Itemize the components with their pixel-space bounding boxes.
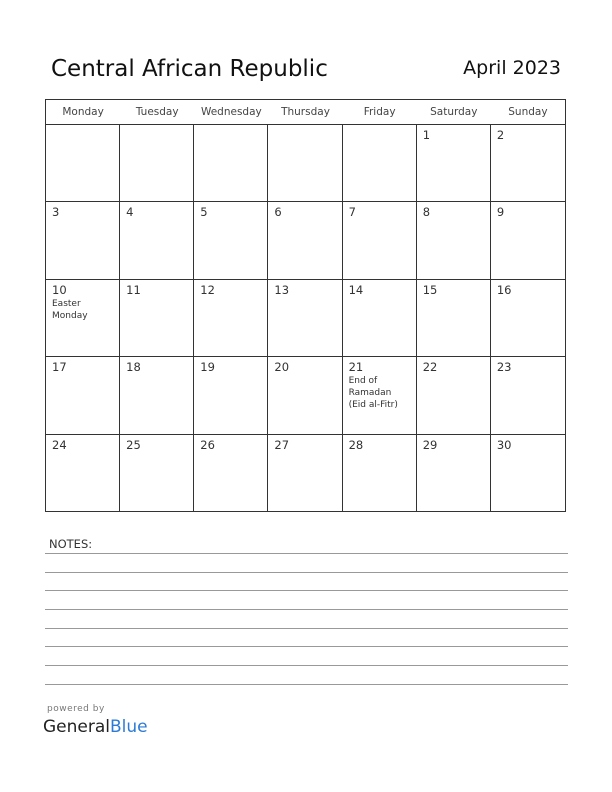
note-line (45, 665, 568, 666)
day-number: 4 (126, 205, 134, 220)
day-cell (491, 202, 565, 279)
calendar-month: April 2023 (463, 57, 561, 79)
day-cell (417, 202, 491, 279)
calendar-weeks (46, 125, 565, 512)
empty-day-cell (343, 125, 417, 202)
weekday-thursday: Thursday (281, 106, 330, 118)
holiday-label: End of Ramadan (Eid al-Fitr) (348, 376, 398, 411)
day-cell (194, 202, 268, 279)
weekday-monday: Monday (62, 106, 104, 118)
day-cell (417, 280, 491, 357)
day-cell (268, 435, 342, 512)
empty-day-cell (194, 125, 268, 202)
day-number: 16 (496, 282, 512, 297)
day-number: 7 (348, 205, 356, 220)
day-number: 21 (348, 360, 364, 375)
day-cell (120, 202, 194, 279)
day-cell (491, 357, 565, 434)
generalblue-logo[interactable] (43, 716, 148, 738)
day-cell (343, 202, 417, 279)
day-number: 27 (274, 437, 290, 452)
empty-day-cell (120, 125, 194, 202)
day-cell (194, 435, 268, 512)
day-cell (46, 280, 120, 357)
day-cell (491, 125, 565, 202)
day-number: 15 (422, 282, 438, 297)
day-cell (46, 202, 120, 279)
weekday-header-row (46, 100, 565, 125)
day-number: 6 (274, 205, 282, 220)
note-line (45, 553, 568, 554)
day-number: 12 (200, 282, 215, 297)
day-number: 9 (496, 205, 505, 220)
day-cell (268, 280, 342, 357)
day-number: 29 (422, 437, 438, 452)
day-cell (491, 280, 565, 357)
notes-label: NOTES: (49, 537, 93, 551)
calendar-grid (45, 99, 566, 512)
note-line (45, 609, 568, 610)
day-number: 30 (496, 437, 512, 452)
day-number: 11 (126, 282, 141, 297)
brand-blue: Blue (110, 717, 148, 737)
day-cell (343, 435, 417, 512)
note-line (45, 572, 568, 573)
day-cell (417, 125, 491, 202)
day-cell (417, 435, 491, 512)
day-number: 3 (52, 205, 60, 220)
day-number: 18 (126, 360, 141, 375)
day-cell (46, 435, 120, 512)
day-number: 1 (422, 128, 431, 142)
calendar-title: Central African Republic (51, 56, 328, 82)
day-cell (268, 357, 342, 434)
holiday-label: Easter Monday (52, 298, 88, 321)
day-cell (343, 357, 417, 434)
weekday-wednesday: Wednesday (200, 106, 262, 118)
day-number: 5 (200, 205, 208, 220)
day-number: 14 (348, 282, 364, 297)
weekday-tuesday: Tuesday (135, 106, 179, 118)
day-cell (343, 280, 417, 357)
day-cell (120, 435, 194, 512)
brand-general: General (43, 717, 110, 737)
day-cell (194, 280, 268, 357)
weekday-sunday: Sunday (508, 106, 548, 118)
day-number: 20 (274, 360, 290, 375)
day-number: 17 (52, 360, 67, 375)
day-number: 10 (52, 282, 67, 297)
note-line (45, 646, 568, 647)
day-number: 2 (496, 128, 505, 142)
day-cell (268, 202, 342, 279)
day-number: 23 (496, 360, 512, 375)
day-cell (417, 357, 491, 434)
day-number: 26 (200, 437, 215, 452)
day-cell (46, 357, 120, 434)
day-number: 19 (200, 360, 215, 375)
note-line (45, 684, 568, 685)
day-number: 22 (422, 360, 438, 375)
empty-day-cell (46, 125, 120, 202)
day-cell (120, 280, 194, 357)
day-cell (194, 357, 268, 434)
day-number: 24 (52, 437, 67, 452)
day-number: 28 (348, 437, 364, 452)
day-number: 8 (422, 205, 431, 220)
weekday-friday: Friday (363, 106, 396, 118)
note-line (45, 590, 568, 591)
weekday-saturday: Saturday (430, 106, 478, 118)
day-cell (491, 435, 565, 512)
note-line (45, 628, 568, 629)
day-cell (120, 357, 194, 434)
empty-day-cell (268, 125, 342, 202)
powered-by-text: powered by (47, 704, 105, 714)
day-number: 13 (274, 282, 290, 297)
day-number: 25 (126, 437, 141, 452)
